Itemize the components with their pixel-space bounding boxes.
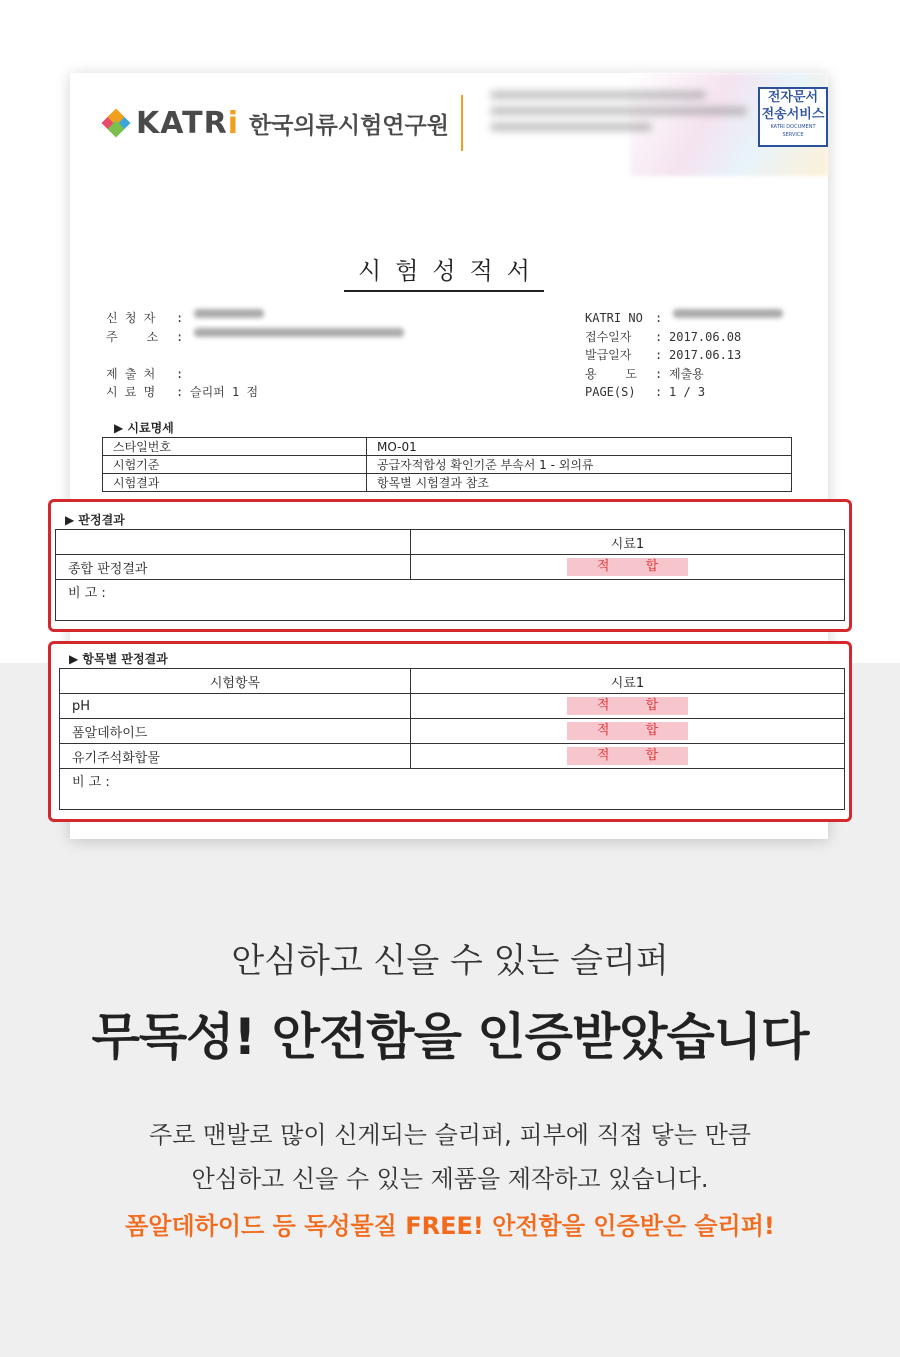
left-meta <box>106 309 404 402</box>
pass-badge: 적 합 <box>567 697 688 715</box>
logo-divider <box>461 95 463 151</box>
row-label: 종합 판정결과 <box>56 555 411 580</box>
meta-row-applicant: 신 청 자 : <box>106 309 404 328</box>
spec-table <box>102 437 792 492</box>
pass-badge: 적 합 <box>567 722 688 740</box>
pass-badge: 적 합 <box>567 558 688 576</box>
meta-row-address: 주 소 : <box>106 328 404 347</box>
table-row: 폼알데하이드 적 합 <box>60 719 845 744</box>
remark-cell: 비 고 : <box>60 769 845 810</box>
meta-row-issued: 발급일자 : 2017.06.13 <box>585 348 742 362</box>
table-row: 유기주석화합물 적 합 <box>60 744 845 769</box>
table-row <box>60 769 845 810</box>
meta-row-submit-to: 제 출 처 : <box>106 366 184 381</box>
meta-row-blank <box>106 346 404 365</box>
promo-headline: 무독성! 안전함을 인증받았습니다 <box>91 1008 809 1066</box>
column-header: 시료1 <box>411 669 845 694</box>
pass-badge: 적 합 <box>567 747 688 765</box>
table-row <box>56 580 845 621</box>
meta-row-received: 접수일자 : 2017.06.08 <box>585 329 742 344</box>
judgement-table-wrap <box>55 529 845 621</box>
meta-row-purpose: 용 도 : 제출용 <box>585 366 704 381</box>
e-document-stamp <box>758 87 828 147</box>
promo-subtitle: 안심하고 신을 수 있는 슬리퍼 <box>231 941 669 981</box>
spec-section-label: ▶ 시료명세 <box>114 421 174 435</box>
stamp-line1: 전자문서 <box>767 90 819 105</box>
table-row: pH 적 합 <box>60 694 845 719</box>
judgement-section-label: ▶ 판정결과 <box>65 513 125 527</box>
item-table-wrap <box>59 668 845 810</box>
column-header: 시료1 <box>411 530 845 555</box>
remark-cell: 비 고 : <box>56 580 845 621</box>
stamp-small-text: KATRI DOCUMENT SERVICE <box>770 124 816 138</box>
katri-logo-icon <box>102 109 130 137</box>
right-meta <box>585 309 783 402</box>
blurred-address <box>490 83 760 143</box>
judgement-table <box>55 529 845 621</box>
table-row <box>56 555 845 580</box>
brand-korean: 한국의류시험연구원 <box>249 112 449 139</box>
katri-logo <box>102 95 463 151</box>
meta-row-sample-name: 시 료 명 : 슬리퍼 1 점 <box>106 385 259 399</box>
item-judgement-box <box>48 641 852 822</box>
table-row <box>60 669 845 694</box>
meta-row-pages: PAGE(S) : 1 / 3 <box>585 385 706 399</box>
promo-body-line2: 안심하고 신을 수 있는 제품을 제작하고 있습니다. <box>191 1165 709 1193</box>
promo-body-line1: 주로 맨발로 많이 신게되는 슬리퍼, 피부에 직접 닿는 만큼 <box>149 1121 751 1149</box>
table-row: 시험결과 항목별 시험결과 참조 <box>103 474 792 492</box>
column-header: 시험항목 <box>60 669 411 694</box>
table-row: 시험기준 공급자적합성 확인기준 부속서 1 - 외의류 <box>103 456 792 474</box>
overall-judgement-box <box>48 499 852 632</box>
table-row: 스타일번호 MO-01 <box>103 438 792 456</box>
item-judgement-section-label: ▶ 항목별 판정결과 <box>69 652 168 666</box>
brand-latin: KATRi <box>136 105 239 141</box>
meta-row-katri-no: KATRI NO : <box>585 309 783 328</box>
table-row <box>56 530 845 555</box>
stamp-line2: 전송서비스 <box>761 107 825 122</box>
item-judgement-table <box>59 668 845 810</box>
promo-accent-line: 폼알데하이드 등 독성물질 FREE! 안전함을 인증받은 슬리퍼! <box>125 1212 775 1240</box>
document-title: 시험성적서 <box>344 251 544 292</box>
